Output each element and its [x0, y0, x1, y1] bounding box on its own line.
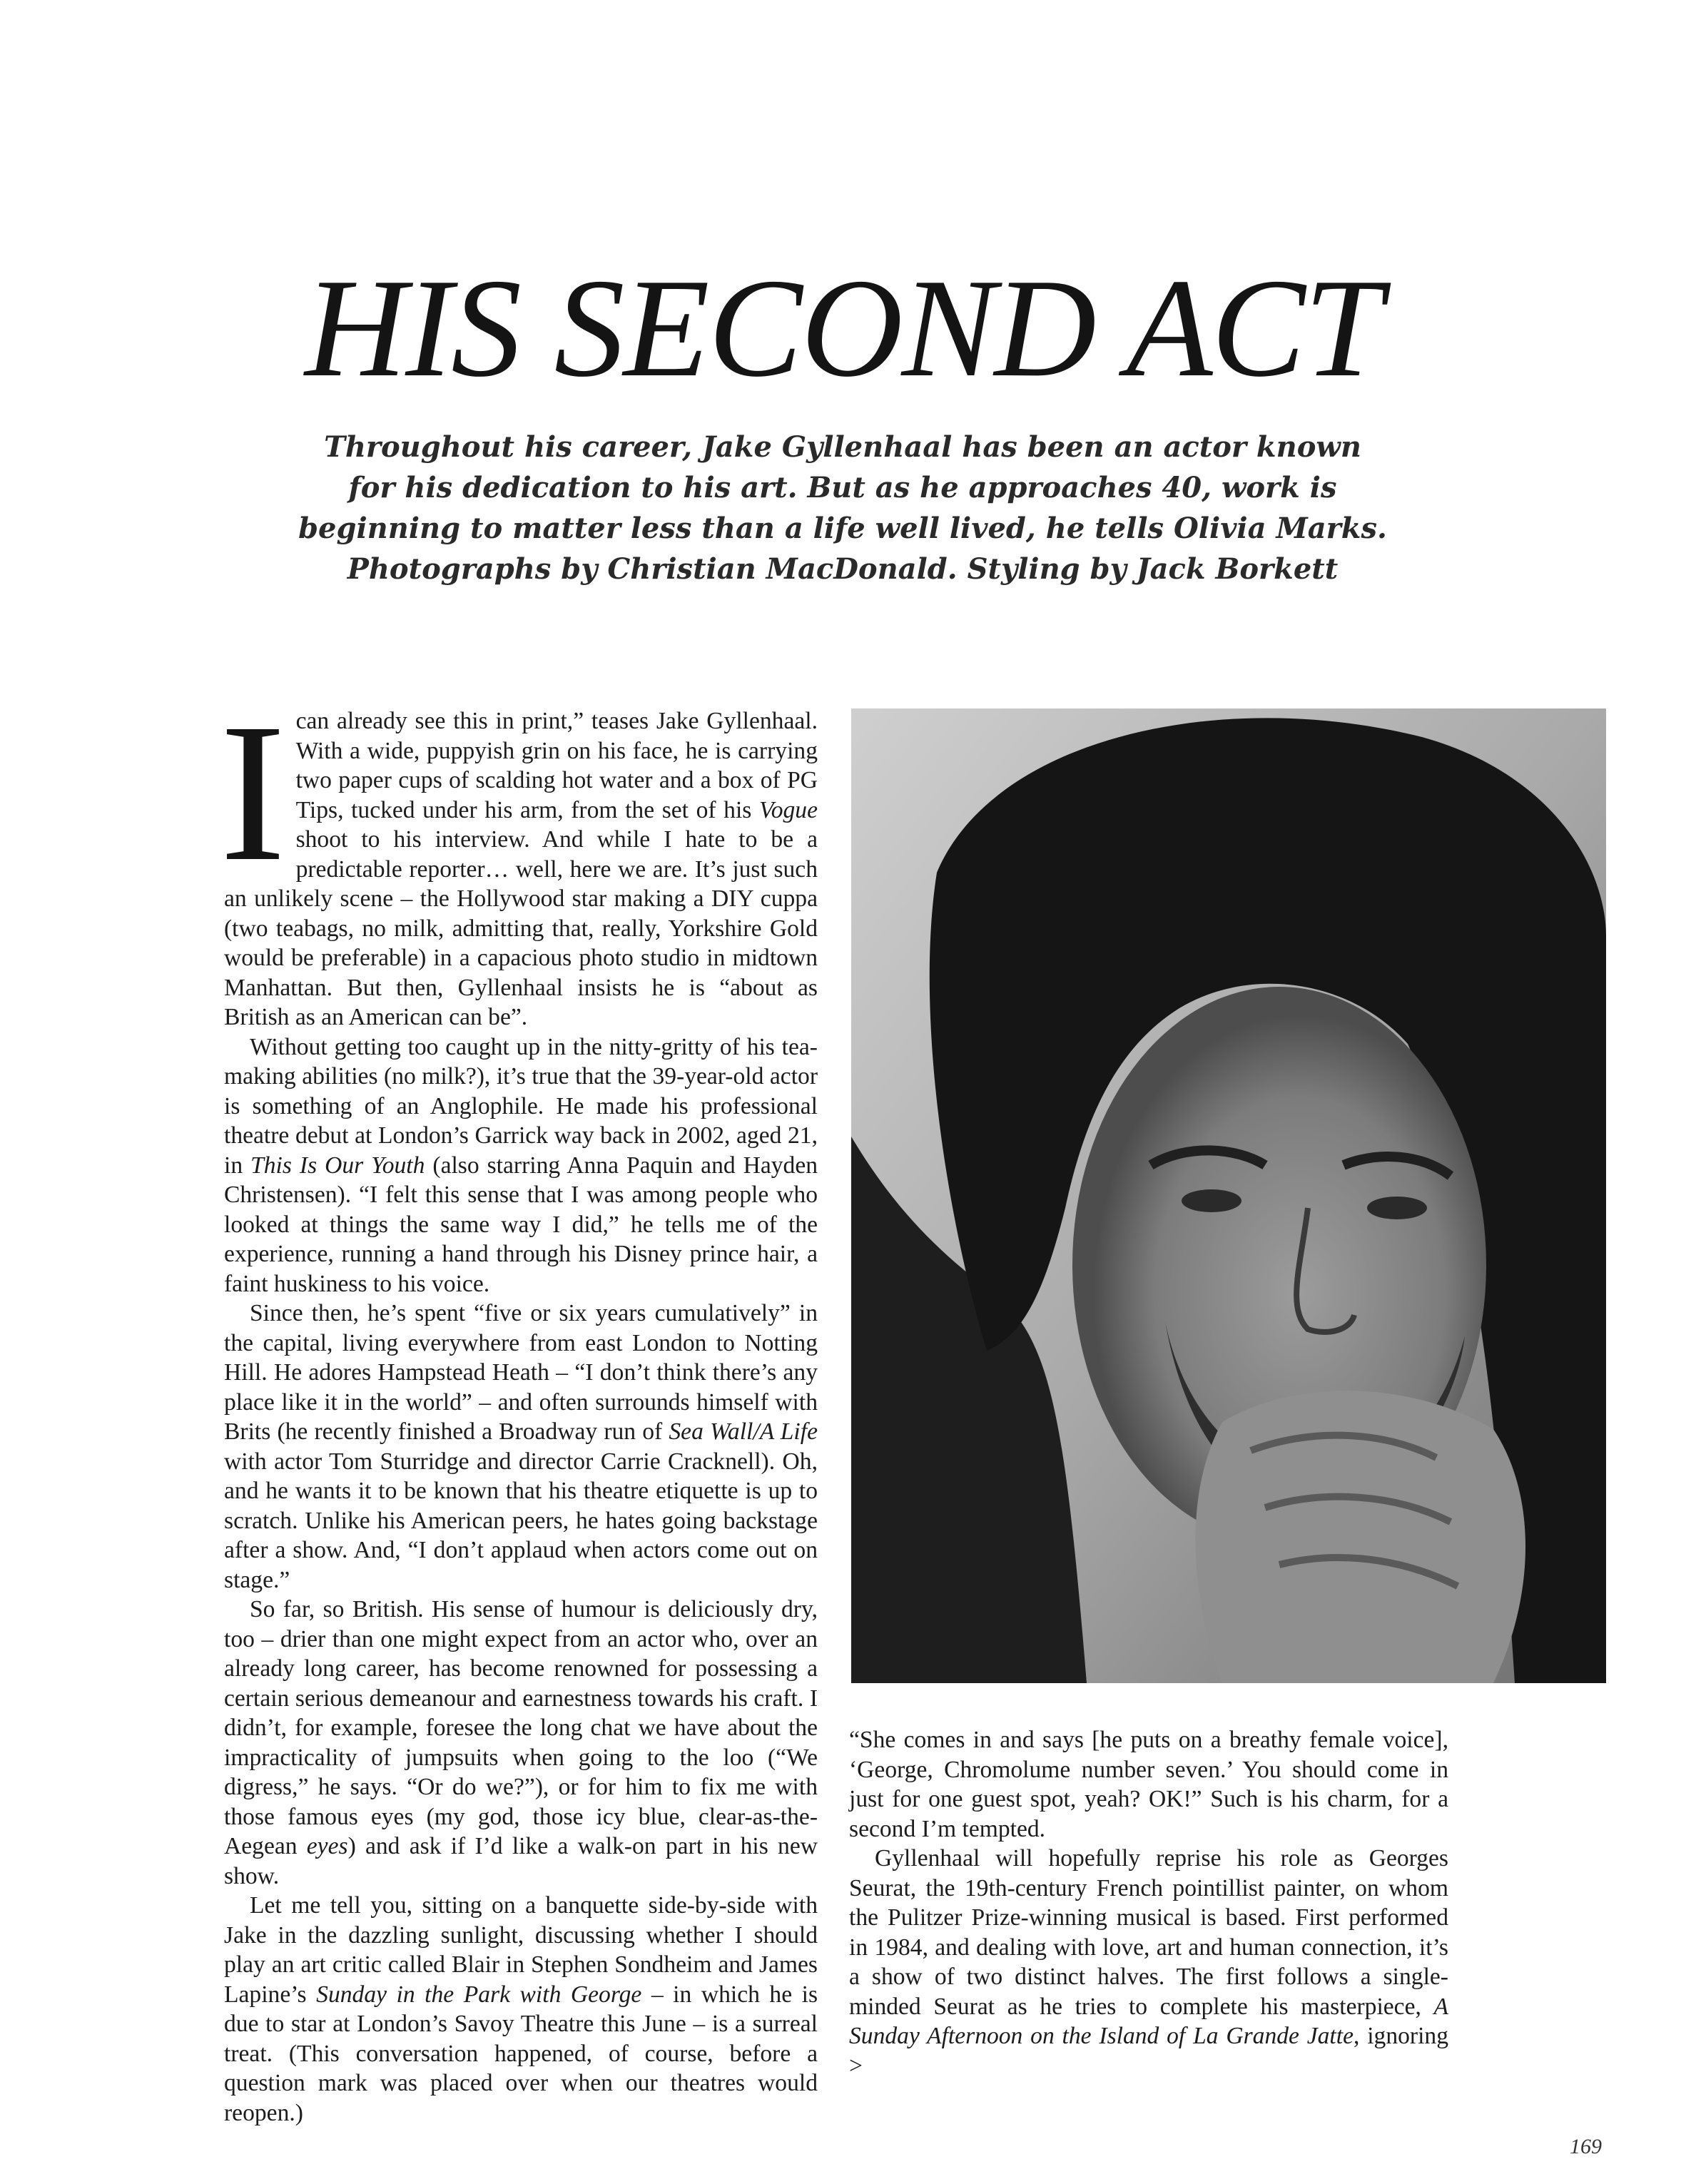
body-text: So far, so British. His sense of humour is deliciously dry, too – drier than one might expect from an actor who, over an already long career, has become renowned for possessing a certain serious demeanour and earnestness towards his craft. I didn’t, for example, foresee the long chat we have about the impracticality of jumpsuits when going to the loo (“We digress,” he says. “Or do we?”), or for him to fix me with those famous eyes (my god, those icy blue, clear-as-the-Aegean: [224, 1596, 818, 1859]
italic-title: Sea Wall/A Life: [669, 1418, 818, 1445]
standfirst-line: for his dedication to his art. But as he approaches 40, work is: [348, 471, 1337, 504]
body-paragraph: “She comes in and says [he puts on a breathy female voice], ‘George, Chromolume number seven.’ You should come in just for one guest spot, yeah? OK!” Such is his charm, for a second I’m tempted.: [849, 1727, 1448, 1842]
body-paragraph: [224, 1299, 818, 1595]
italic-word: eyes: [306, 1833, 348, 1859]
portrait-photo-image: [851, 708, 1606, 1683]
body-text: – in which he is due to star at London’s Savoy Theatre this June – is a surreal treat. (This conversation happened, of course, before a question mark was placed over when our theatres would reopen.): [224, 1981, 818, 2126]
body-text: can already see this in print,” teases Jake Gyllenhaal. With a wide, puppyish grin on his face, he is carrying two paper cups of scalding hot water and a box of PG Tips, tucked under his arm, from the set of his: [295, 708, 818, 823]
page-number: 169: [1570, 2135, 1602, 2158]
standfirst: [236, 427, 1449, 589]
body-text: Let me tell you, sitting on a banquette side-by-side with Jake in the dazzling sunlight, discussing whether I should play an art critic called Blair in Stephen Sondheim and James Lapine’s: [224, 1892, 818, 2008]
standfirst-line: Photographs by Christian MacDonald. Styling by Jack Borkett: [347, 552, 1339, 586]
body-text: Since then, he’s spent “five or six years cumulatively” in the capital, living everywhere from east London to Notting Hill. He adores Hampstead Heath – “I don’t think there’s any place like it in the world” – and often surrounds himself with Brits (he recently finished a Broadway run of: [224, 1300, 818, 1445]
body-text: shoot to his interview. And while I hate to be a predictable reporter… well, here we are. It’s just such an unlikely scene – the Hollywood star making a DIY cuppa (two teabags, no milk, admitting that, really, Yorkshire Gold would be preferable) in a capacious photo studio in midtown Manhattan. But then, Gyllenhaal insists he is “about as British as an American can be”.: [224, 826, 818, 1030]
drop-cap: I: [220, 683, 286, 903]
italic-title: Vogue: [758, 796, 818, 823]
body-paragraph: [224, 1595, 818, 1891]
body-text: , ignoring >: [849, 2023, 1448, 2079]
body-text: (also starring Anna Paquin and Hayden Christensen). “I felt this sense that I was among people who looked at things the same way I did,” he tells me of the experience, running a hand through his Disney prince hair, a faint huskiness to his voice.: [224, 1152, 818, 1297]
portrait-photo: [851, 708, 1606, 1683]
standfirst-line: beginning to matter less than a life well lived, he tells Olivia Marks.: [298, 512, 1387, 545]
article-column-left: [220, 683, 818, 2128]
body-paragraph: [224, 1891, 818, 2128]
body-text: with actor Tom Sturridge and director Carrie Cracknell). Oh, and he wants it to be known that his theatre etiquette is up to scratch. Unlike his American peers, he hates going backstage after a show. And, “I don’t applaud when actors come out on stage.”: [224, 1448, 818, 1593]
article-column-right: [849, 1725, 1448, 2081]
body-paragraph: [220, 683, 818, 1032]
body-paragraph: [224, 1032, 818, 1299]
headline: HIS SECOND ACT: [305, 250, 1381, 406]
standfirst-line: Throughout his career, Jake Gyllenhaal has been an actor known: [324, 430, 1361, 464]
body-paragraph: [849, 1844, 1448, 2081]
italic-title: Sunday in the Park with George: [316, 1981, 642, 2008]
body-text: Gyllenhaal will hopefully reprise his role as Georges Seurat, the 19th-century French pointillist painter, on whom the Pulitzer Prize-winning musical is based. First performed in 1984, and dealing with love, art and human connection, it’s a show of two distinct halves. The first follows a single-minded Seurat as he tries to complete his masterpiece,: [849, 1845, 1448, 2020]
body-text: Without getting too caught up in the nitty-gritty of his tea-making abilities (no milk?), it’s true that the 39-year-old actor is something of an Anglophile. He made his professional theatre debut at London’s Garrick way back in 2002, aged 21, in: [224, 1033, 818, 1179]
body-text: ) and ask if I’d like a walk-on part in his new show.: [224, 1833, 818, 1889]
italic-title: A Sunday Afternoon on the Island of La Grande Jatte: [849, 1993, 1448, 2049]
italic-title: This Is Our Youth: [250, 1152, 425, 1179]
